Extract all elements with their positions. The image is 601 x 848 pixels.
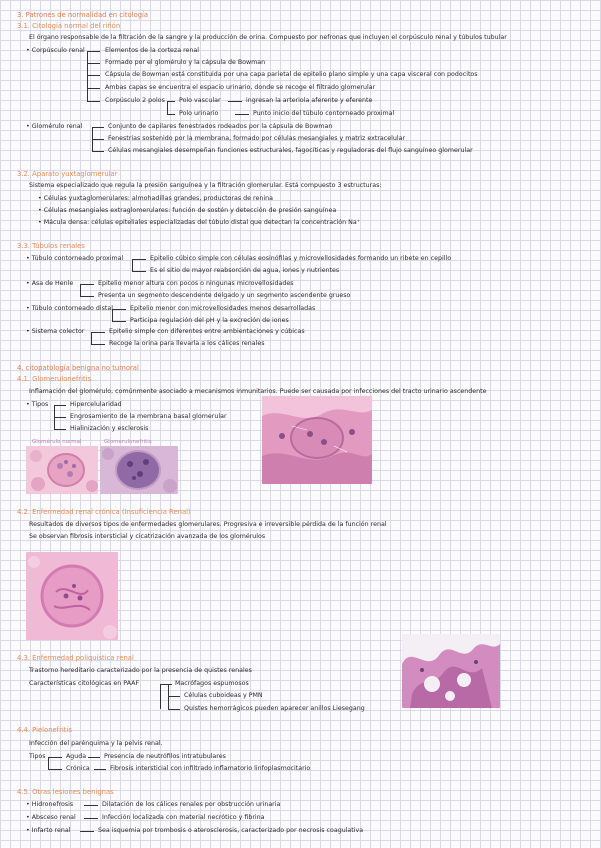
polo-urinario: Polo urinario <box>179 110 219 117</box>
tipo-item: Hialinización y esclerosis <box>70 425 149 432</box>
section-3-title: 3. Patrones de normalidad en citología <box>17 11 149 19</box>
colector-item: Recoge la orina para llevarla a los cálices renales <box>109 340 265 347</box>
tcp-label: • Túbulo contorneado proximal <box>26 255 124 262</box>
s44-tipo-desc: Fibrosis intersticial con infiltrado inflamatorio linfoplasmocitario <box>110 765 311 772</box>
s44-tipo: Crónica <box>66 765 90 772</box>
section-3-3-title: 3.3. Túbulos renales <box>17 242 85 250</box>
s45-desc: Infección localizada con material necrótico y fibrina <box>102 814 265 821</box>
corpusculo-label: • Corpúsculo renal <box>26 47 85 54</box>
yuxta-item: • Células mesangiales extraglomerulares: función de sostén y detección de presión sanguínea <box>38 207 337 214</box>
tcp-item: Es el sitio de mayor reabsorción de agua, iones y nutrientes <box>150 267 340 274</box>
micrograph-glomerulonephritis <box>100 446 178 494</box>
section-3-2-title: 3.2. Aparato yuxtaglomerular <box>17 170 118 178</box>
section-4-2-title: 4.2. Enfermedad renal crónica (Insuficiencia Renal) <box>17 508 191 516</box>
micrograph-polycystic-kidney <box>402 634 500 708</box>
s42-line: Se observan fibrosis intersticial y cicatrización avanzada de los glomérulos <box>29 533 266 540</box>
micrograph-chronic-kidney-disease <box>26 552 118 640</box>
s45-label: • Absceso renal <box>26 814 76 821</box>
s45-desc: Dilatación de los cálices renales por obstrucción urinaria <box>102 801 281 808</box>
tipos-label: • Tipos <box>26 401 49 408</box>
corp-item: Cápsula de Bowman está constituida por una capa parietal de epitelio plano simple y una capa visceral con podocitos <box>105 71 478 78</box>
corp-item: Ambas capas se encuentra el espacio urinario, donde se recoge el filtrado glomerular <box>105 84 376 91</box>
polo-vascular-desc: ingresan la arteriola aferente y eferente <box>246 97 373 104</box>
section-3-2-intro: Sistema especializado que regula la presión sanguínea y la filtración glomerular. Está compuesto 3 estructuras: <box>29 182 382 189</box>
s44-tipos-label: Tipos <box>29 753 46 760</box>
glom-item: Células mesangiales desempeñan funciones estructurales, fagocíticas y reguladoras del flujo sanguíneo glomerular <box>108 147 473 154</box>
s44-tipo: Aguda <box>66 753 87 760</box>
micrograph-normal-glomerulus <box>26 446 98 494</box>
s43-line: Características citológicas en PAAF <box>29 680 140 687</box>
s45-label: • Hidronefrosis <box>26 801 74 808</box>
section-4-1-title: 4.1. Glomerulonefritis <box>17 375 92 383</box>
img-label-normal: Glomérulo normal <box>32 439 82 445</box>
polo-urinario-desc: Punto inicio del túbulo contorneado proximal <box>253 110 395 117</box>
section-3-1-title: 3.1. Citología normal del riñón <box>17 22 121 30</box>
s44-tipo-desc: Presencia de neutrófilos intratubulares <box>104 753 226 760</box>
colector-item: Epitelio simple con diferentes entre ambientaciones y cúbicas <box>109 328 305 335</box>
s43-item: Células cuboideas y PMN <box>184 692 263 699</box>
asa-item: Presenta un segmento descendente delgado y un segmento ascendente grueso <box>98 292 351 299</box>
yuxta-item: • Células yuxtaglomerulares: almohadillas grandes, productoras de renina <box>38 195 273 202</box>
tcp-item: Epitelio cúbico simple con células eosinófilas y microvellosidades formando un ribete en cepillo <box>150 255 452 262</box>
polo-vascular: Polo vascular <box>179 97 221 104</box>
s43-item: Macrófagos espumosos <box>175 680 249 687</box>
glom-item: Conjunto de capilares fenestrados rodeados por la cápsula de Bowman <box>108 123 333 130</box>
s44-intro: Infección del parénquima y la pelvis renal. <box>29 740 163 747</box>
glomerulo-label: • Glomérulo renal <box>26 123 83 130</box>
corp-item: Elementos de la corteza renal <box>105 47 200 54</box>
section-4-5-title: 4.5. Otras lesiones benignas <box>17 788 114 796</box>
colector-label: • Sistema colector <box>26 328 85 335</box>
asa-item: Epitelio menor altura con pocos o ningunas microvellosidades <box>98 280 294 287</box>
section-4-3-title: 4.3. Enfermedad poliquística renal <box>17 654 134 662</box>
corp-item: Formado por el glomérulo y la cápsula de Bowman <box>105 59 266 66</box>
yuxta-item: • Mácula densa: células epiteliales especializadas del túbulo distal que detectan la concentración Na⁺ <box>38 219 361 226</box>
s45-label: • Infarto renal <box>26 827 71 834</box>
tcd-item: Participa regulación del pH y la excreción de iones <box>130 317 289 324</box>
section-4-title: 4. citopatología benigna no tumoral <box>17 364 139 372</box>
img-label-gn: Glomerulonefritis <box>104 439 152 445</box>
s43-line: Trastorno hereditario caracterizado por la presencia de quistes renales <box>29 667 252 674</box>
s43-item: Quistes hemorrágicos pueden aparecer anillos Liesegang <box>184 705 365 712</box>
micrograph-glomerulonephritis-detail <box>262 396 372 484</box>
s45-desc: Sea isquemia por trombosis o aterosclerosis, caracterizado por necrosis coagulativa <box>98 827 364 834</box>
corp-item: Corpúsculo 2 polos <box>105 97 165 104</box>
s42-line: Resultados de diversos tipos de enfermedades glomerulares. Progresiva e irreversible pérdida de la función renal <box>29 521 387 528</box>
tipo-item: Hipercelularidad <box>70 401 122 408</box>
tipo-item: Engrosamiento de la membrana basal glomerular <box>70 413 227 420</box>
tcd-item: Epitelio menor con microvellosidades menos desarrolladas <box>130 305 316 312</box>
tcd-label: • Túbulo contorneado distal <box>26 305 113 312</box>
glom-item: Fenestrias sostenido por la membrana, formado por células mesangiales y matriz extracelular <box>108 135 406 142</box>
section-3-1-intro: El órgano responsable de la filtración de la sangre y la producción de orina. Compuesto por nefronas que incluyen el corpúsculo renal y túbulos tubular <box>29 34 507 41</box>
asa-label: • Asa de Henle <box>26 280 74 287</box>
section-4-1-intro: Inflamación del glomérulo, comúnmente asociado a mecanismos inmunitarios. Puede ser causada por infecciones del tracto urinario ascendente <box>29 388 487 395</box>
section-4-4-title: 4.4. Pielonefritis <box>17 726 72 734</box>
